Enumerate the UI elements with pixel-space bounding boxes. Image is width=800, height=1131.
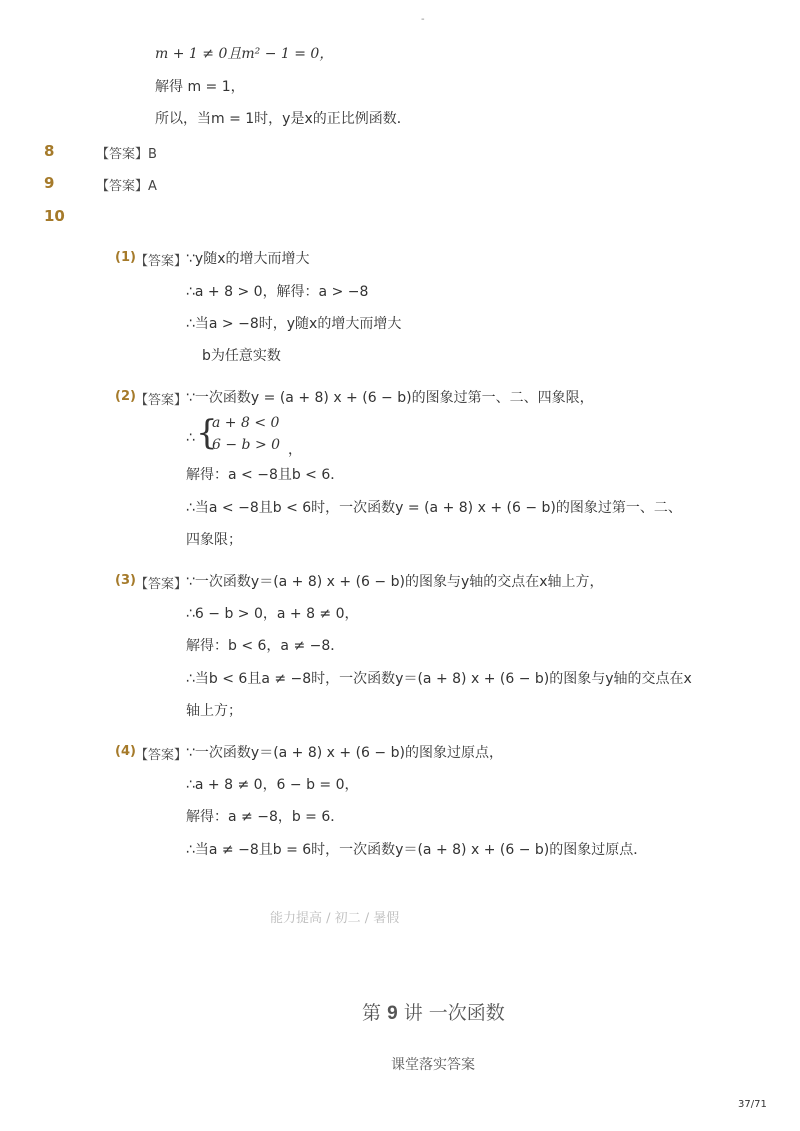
left-brace: { bbox=[196, 413, 218, 453]
part-1-line-1: ∵y随x的增大而增大 bbox=[186, 251, 310, 267]
part-2-label: (2) bbox=[115, 389, 136, 404]
part-3-line-5: 轴上方； bbox=[186, 703, 242, 719]
question-number-8: 8 bbox=[44, 142, 55, 160]
part-3-line-3: 解得：b < 6，a ≠ −8． bbox=[186, 638, 345, 654]
chapter-prefix: 第 bbox=[362, 1002, 382, 1024]
part-3-line-4: ∴当b < 6且a ≠ −8时，一次函数y＝(a + 8) x + (6 − b)的图象与y轴的交点在x bbox=[186, 671, 692, 687]
part-1-line-2: ∴a + 8 > 0，解得：a > −8 bbox=[186, 284, 369, 300]
chapter-number: 9 bbox=[387, 1003, 398, 1024]
part-3-line-1: ∵一次函数y＝(a + 8) x + (6 − b)的图象与y轴的交点在x轴上方， bbox=[186, 574, 604, 590]
part-3-tag: 【答案】 bbox=[135, 577, 188, 592]
question-number-10: 10 bbox=[44, 207, 65, 225]
part-2-line-1: ∵一次函数y = (a + 8) x + (6 − b)的图象过第一、二、四象限， bbox=[186, 390, 594, 406]
part-3-line-2: ∴6 − b > 0，a + 8 ≠ 0， bbox=[186, 606, 359, 622]
part-4-tag: 【答案】 bbox=[135, 748, 188, 763]
part-1-label: (1) bbox=[115, 250, 136, 265]
equation-system bbox=[196, 413, 316, 457]
top-mark: - bbox=[421, 14, 425, 25]
part-1-tag: 【答案】 bbox=[135, 254, 188, 269]
part-2-tag: 【答案】 bbox=[135, 393, 188, 408]
series-label: 能力提高 / 初二 / 暑假 bbox=[270, 911, 400, 926]
answer-9: 【答案】A bbox=[96, 179, 157, 194]
part-4-line-4: ∴当a ≠ −8且b = 6时，一次函数y＝(a + 8) x + (6 − b)的图象过原点． bbox=[186, 842, 648, 858]
part-4-line-1: ∵一次函数y＝(a + 8) x + (6 − b)的图象过原点， bbox=[186, 745, 503, 761]
page-number: 37/71 bbox=[738, 1099, 767, 1110]
part-2-line-3: 解得：a < −8且b < 6． bbox=[186, 467, 345, 483]
part-4-label: (4) bbox=[115, 744, 136, 759]
chapter-title bbox=[362, 998, 505, 1025]
part-2-therefore: ∴ bbox=[186, 430, 195, 446]
question-number-9: 9 bbox=[44, 174, 55, 192]
answer-8: 【答案】B bbox=[96, 147, 157, 162]
part-4-line-3: 解得：a ≠ −8，b = 6． bbox=[186, 809, 345, 825]
section-title: 课堂落实答案 bbox=[391, 1057, 475, 1073]
part-3-label: (3) bbox=[115, 573, 136, 588]
intro-line-2: 解得 m = 1， bbox=[155, 79, 245, 95]
part-1-line-4: b为任意实数 bbox=[202, 348, 281, 364]
part-2-line-4: ∴当a < −8且b < 6时，一次函数y = (a + 8) x + (6 − b)的图象过第一、二、 bbox=[186, 500, 682, 516]
system-row-1: a + 8 < 0 bbox=[212, 415, 280, 431]
chapter-suffix: 讲 一次函数 bbox=[403, 1002, 505, 1024]
system-end: ， bbox=[288, 442, 302, 458]
part-2-line-5: 四象限； bbox=[186, 532, 242, 548]
intro-line-3: 所以，当m = 1时，y是x的正比例函数． bbox=[155, 111, 411, 127]
intro-line-1: m + 1 ≠ 0且m² − 1 = 0， bbox=[155, 46, 334, 62]
system-row-2: 6 − b > 0 bbox=[212, 437, 281, 453]
part-4-line-2: ∴a + 8 ≠ 0，6 − b = 0， bbox=[186, 777, 359, 793]
part-1-line-3: ∴当a > −8时，y随x的增大而增大 bbox=[186, 316, 402, 332]
